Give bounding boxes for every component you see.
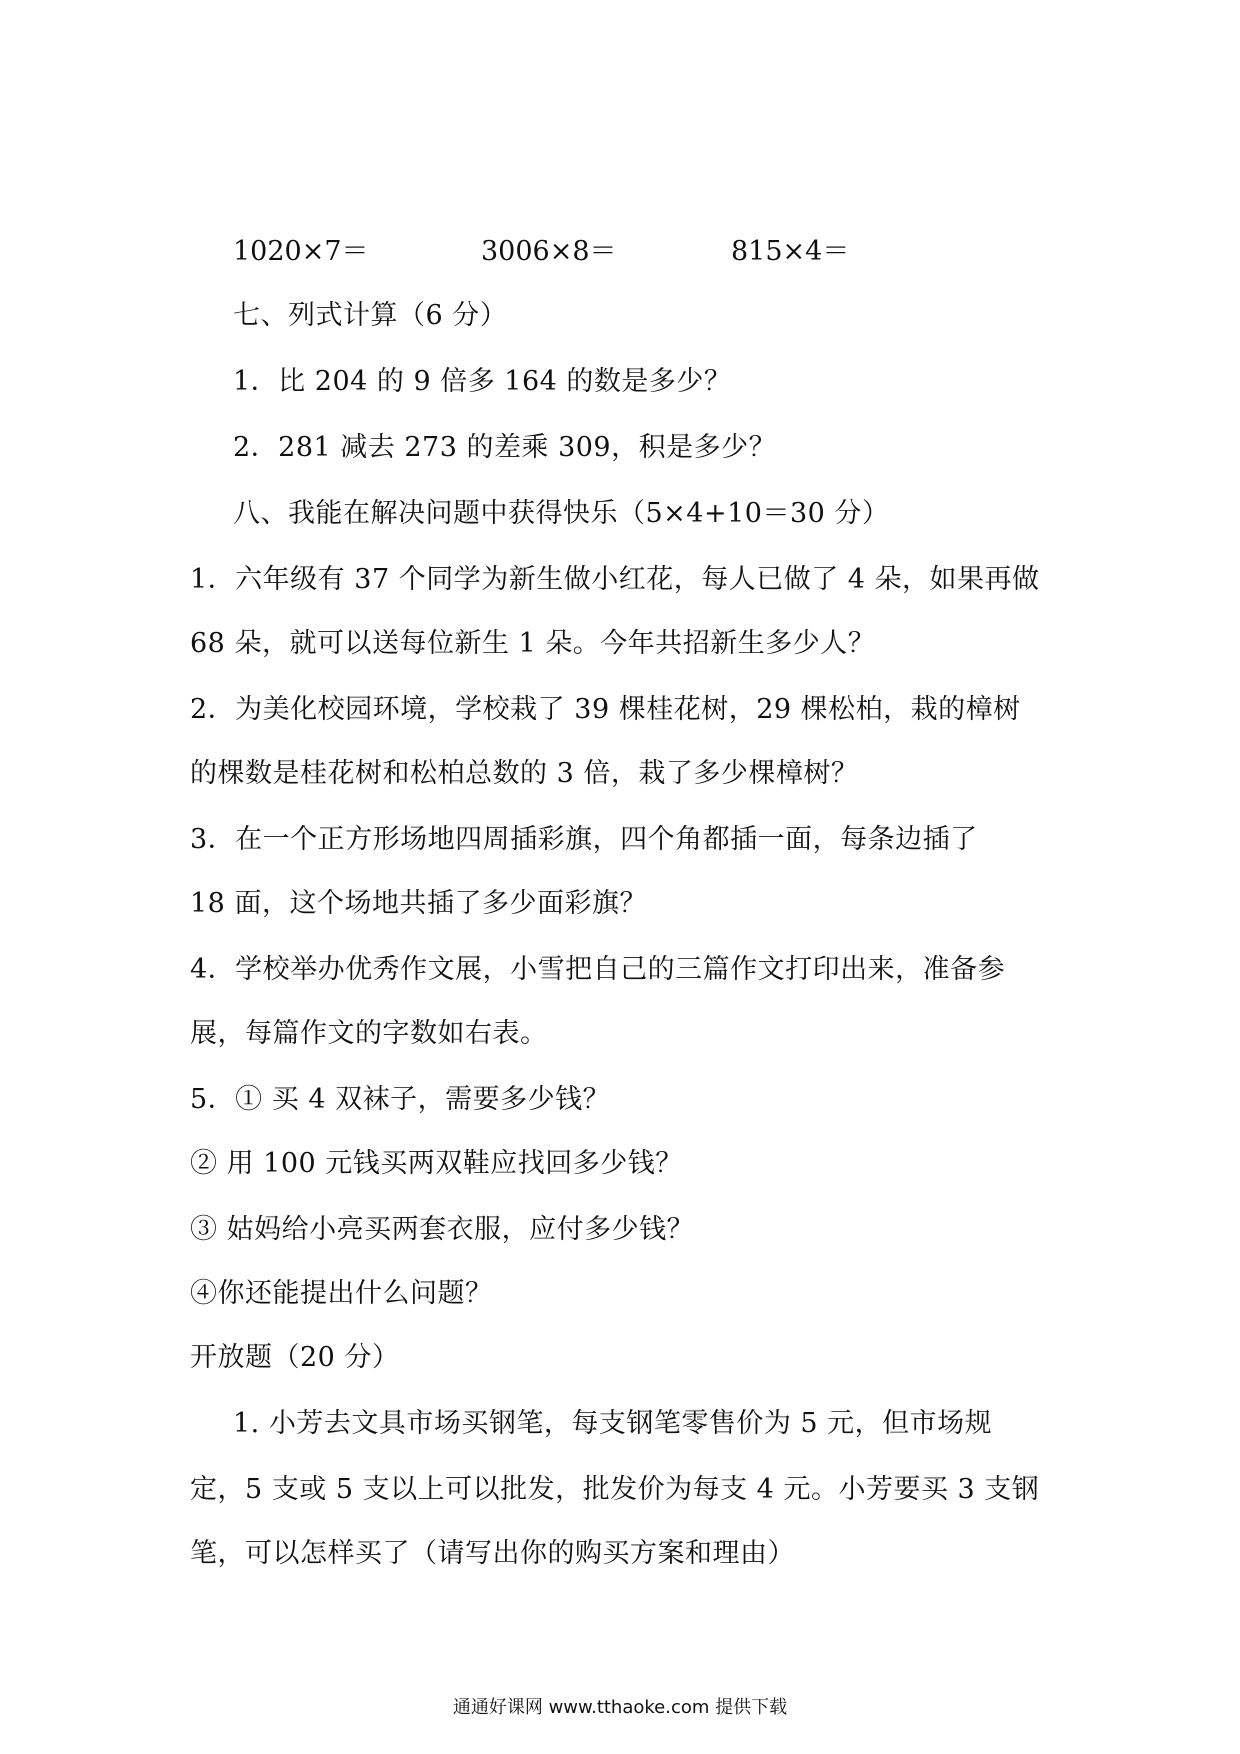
open-heading: 开放题（20 分） — [190, 1342, 400, 1373]
problem-5-question-4: ④你还能提出什么问题？ — [190, 1278, 493, 1309]
problem-2-line-2: 的棵数是桂花树和松柏总数的 3 倍，栽了多少棵樟树？ — [190, 758, 859, 789]
section7-question-1: 1．比 204 的 9 倍多 164 的数是多少？ — [233, 366, 732, 397]
section7-heading: 七、列式计算（6 分） — [233, 300, 508, 331]
open-question-line-2: 定，5 支或 5 支以上可以批发，批发价为每支 4 元。小芳要买 3 支钢 — [190, 1474, 1040, 1505]
problem-5-question-3: ③ 姑妈给小亮买两套衣服，应付多少钱？ — [190, 1214, 695, 1245]
section7-question-2: 2．281 减去 273 的差乘 309，积是多少？ — [233, 432, 777, 463]
problem-5-question-2: ② 用 100 元钱买两双鞋应找回多少钱？ — [190, 1148, 683, 1179]
open-question-line-3: 笔，可以怎样买了（请写出你的购买方案和理由） — [190, 1538, 795, 1569]
page-footer: 通通好课网 www.tthaoke.com 提供下载 — [452, 1697, 788, 1718]
calc-item-2: 3006×8＝ — [481, 236, 617, 267]
problem-3-line-2: 18 面，这个场地共插了多少面彩旗？ — [190, 888, 647, 919]
open-question-line-1: 1. 小芳去文具市场买钢笔，每支钢笔零售价为 5 元，但市场规 — [233, 1408, 993, 1439]
section8-heading: 八、我能在解决问题中获得快乐（5×4+10＝30 分） — [233, 498, 890, 529]
problem-2-line-1: 2．为美化校园环境，学校栽了 39 棵桂花树，29 棵松柏，栽的樟树 — [190, 694, 1021, 725]
problem-4-line-2: 展，每篇作文的字数如右表。 — [190, 1018, 548, 1049]
problem-1-line-2: 68 朵，就可以送每位新生 1 朵。今年共招新生多少人？ — [190, 628, 876, 659]
problem-5-question-1: 5．① 买 4 双袜子，需要多少钱？ — [190, 1084, 611, 1115]
problem-1-line-1: 1．六年级有 37 个同学为新生做小红花，每人已做了 4 朵，如果再做 — [190, 564, 1040, 595]
calc-item-3: 815×4＝ — [731, 236, 850, 267]
problem-3-line-1: 3．在一个正方形场地四周插彩旗，四个角都插一面，每条边插了 — [190, 824, 978, 855]
problem-4-line-1: 4．学校举办优秀作文展，小雪把自己的三篇作文打印出来，准备参 — [190, 954, 1006, 985]
calc-item-1: 1020×7＝ — [233, 236, 369, 267]
